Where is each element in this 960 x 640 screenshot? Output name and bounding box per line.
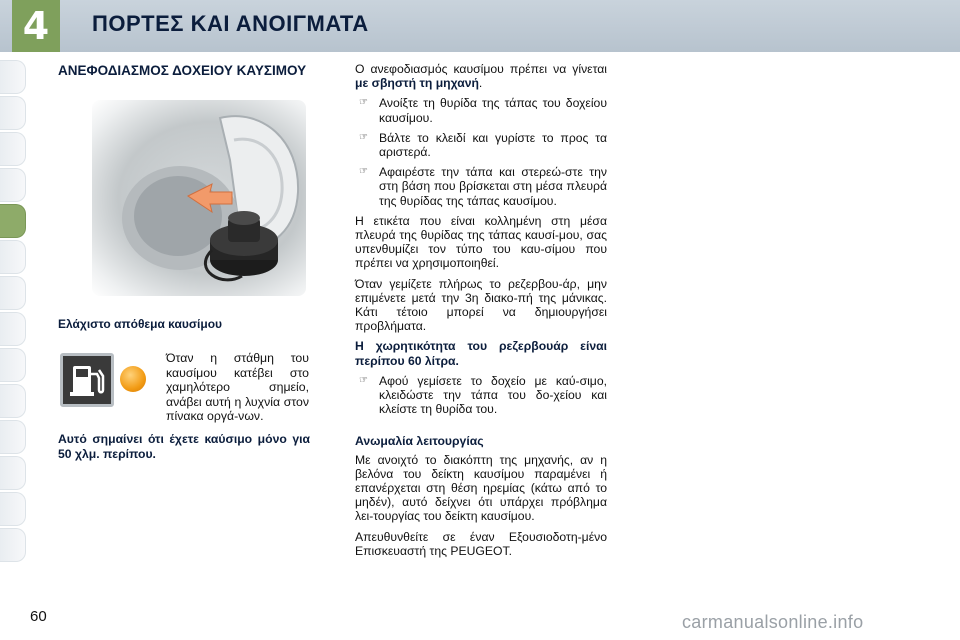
step-item <box>355 96 607 124</box>
step-item <box>355 131 607 159</box>
pointing-hand-icon: ☞ <box>359 374 368 386</box>
pointing-hand-icon: ☞ <box>359 97 368 109</box>
chapter-tab[interactable] <box>0 276 26 310</box>
chapter-tabs <box>0 60 28 564</box>
page-title: ΠΟΡΤΕΣ ΚΑΙ ΑΝΟΙΓΜΑΤΑ <box>92 11 369 36</box>
intro-text: Ο ανεφοδιασμός καυσίμου πρέπει να γίνεται <box>355 62 607 76</box>
full-tank-note: Όταν γεμίζετε πλήρως το ρεζερβου-άρ, μην επιμένετε μετά την 3η διακο-πή της μάνικας. Κάτι τέτοιο μπορεί να δημιουργήσει προβλήματα. <box>355 276 607 334</box>
intro-emphasis: με σβηστή τη μηχανή <box>355 76 479 91</box>
chapter-number-badge: 4 <box>12 0 60 52</box>
chapter-tab[interactable] <box>0 420 26 454</box>
refuel-intro <box>355 62 607 90</box>
intro-period: . <box>478 76 483 91</box>
chapter-tab[interactable] <box>0 60 26 94</box>
section-title: ΑΝΕΦΟΔΙΑΣΜΟΣ ΔΟΧΕΙΟΥ ΚΑΥΣΙΜΟΥ <box>58 63 307 78</box>
chapter-tab-active[interactable] <box>0 204 26 238</box>
step-text: Αφού γεμίσετε το δοχείο με καύ-σιμο, κλειδώστε την τάπα του δο-χείου και κλείστε τη θυρίδα του. <box>379 373 607 417</box>
chapter-tab[interactable] <box>0 456 26 490</box>
fuel-pump-icon <box>60 353 114 407</box>
malfunction-heading: Ανωμαλία λειτουργίας <box>355 434 484 449</box>
instructions-column <box>355 62 607 564</box>
label-note: Η ετικέτα που είναι κολλημένη στη μέσα πλευρά της θυρίδας της τάπας καυσί-μου, σας υπενθυμίζει τον τύπο του καυ-σίμου που πρέπει να χρησιμοποιηθεί. <box>355 213 607 271</box>
chapter-tab[interactable] <box>0 132 26 166</box>
step-text: Ανοίξτε τη θυρίδα της τάπας του δοχείου καυσίμου. <box>379 96 607 125</box>
pointing-hand-icon: ☞ <box>359 166 368 178</box>
fuel-cap-photo <box>92 100 306 296</box>
step-item <box>355 165 607 208</box>
chapter-tab[interactable] <box>0 168 26 202</box>
chapter-tab[interactable] <box>0 384 26 418</box>
step-item <box>355 374 607 417</box>
header-band <box>0 0 960 52</box>
watermark: carmanualsonline.info <box>682 612 864 632</box>
contact-text: Απευθυνθείτε σε έναν Εξουσιοδοτη-μένο Επισκευαστή της PEUGEOT. <box>355 529 607 558</box>
step-text: Βάλτε το κλειδί και γυρίστε το προς τα αριστερά. <box>379 130 607 160</box>
chapter-tab[interactable] <box>0 528 26 562</box>
tank-capacity: Η χωρητικότητα του ρεζερβουάρ είναι περίπου 60 λίτρα. <box>355 339 607 368</box>
range-warning: Αυτό σημαίνει ότι έχετε καύσιμο μόνο για 50 χλμ. περίπου. <box>58 432 310 461</box>
step-text: Αφαιρέστε την τάπα και στερεώ-στε την στη βάση που βρίσκεται στη μέσα πλευρά της θυρίδας της τάπας καυσίμου. <box>379 165 607 208</box>
page-number: 60 <box>30 608 47 625</box>
chapter-tab[interactable] <box>0 240 26 274</box>
minimum-fuel-heading: Ελάχιστο απόθεμα καυσίμου <box>58 317 223 331</box>
warning-lamp-icon <box>120 366 146 392</box>
chapter-tab[interactable] <box>0 348 26 382</box>
chapter-tab[interactable] <box>0 312 26 346</box>
malfunction-text: Με ανοιχτό το διακόπτη της μηχανής, αν η βελόνα του δείκτη καυσίμου παραμένει ή επανέρχεται στη θέση ηρεμίας (κάτω από το μηδέν), αυτό δείχνει ότι υπάρχει πρόβλημα λει-τουργίας του δείκτη καυσίμου. <box>355 452 607 524</box>
low-fuel-description: Όταν η στάθμη του καυσίμου κατέβει στο χαμηλότερο σημείο, ανάβει αυτή η λυχνία στον πίνακα οργά-νων. <box>166 351 309 424</box>
chapter-tab[interactable] <box>0 96 26 130</box>
chapter-tab[interactable] <box>0 492 26 526</box>
pointing-hand-icon: ☞ <box>359 131 368 143</box>
